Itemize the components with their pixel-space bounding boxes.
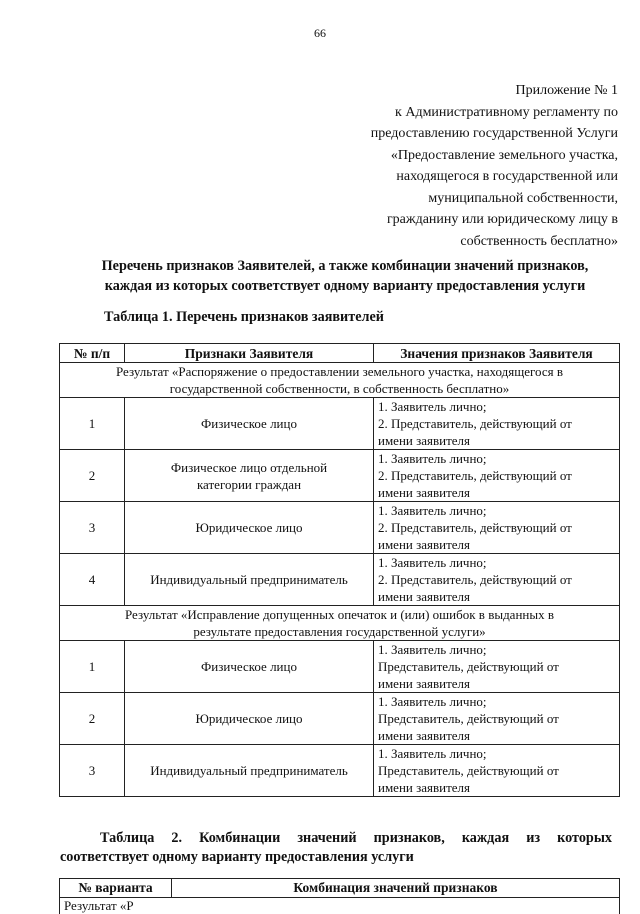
appendix-line: гражданину или юридическому лицу в	[318, 209, 618, 231]
value-line: имени заявителя	[378, 779, 616, 796]
column-header-signs: Признаки Заявителя	[125, 344, 374, 363]
table-row	[60, 745, 620, 797]
sign-values	[374, 398, 620, 450]
column-header-combination: Комбинация значений признаков	[172, 879, 620, 898]
applicant-sign	[125, 450, 374, 502]
result-line: результате предоставления государственной услуги»	[63, 623, 616, 640]
appendix-line: находящегося в государственной или	[318, 166, 618, 188]
result-line: государственной собственности, в собственность бесплатно»	[63, 380, 616, 397]
row-number: 3	[60, 502, 125, 554]
applicant-sign	[125, 693, 374, 745]
applicant-sign	[125, 502, 374, 554]
value-line: 1. Заявитель лично;	[378, 502, 616, 519]
row-number: 1	[60, 398, 125, 450]
value-line: 1. Заявитель лично;	[378, 745, 616, 762]
appendix-line: Приложение № 1	[318, 80, 618, 102]
table-row	[60, 641, 620, 693]
table2-title-second-line: соответствует одному варианту предоставления услуги	[60, 848, 612, 867]
column-header-number: № п/п	[60, 344, 125, 363]
sign-line: Физическое лицо отдельной	[128, 459, 370, 476]
value-line: 2. Представитель, действующий от	[378, 571, 616, 588]
sign-line: Юридическое лицо	[128, 710, 370, 727]
value-line: 1. Заявитель лично;	[378, 554, 616, 571]
table-row	[60, 693, 620, 745]
sign-values	[374, 693, 620, 745]
applicant-signs-table	[59, 343, 620, 797]
value-line: имени заявителя	[378, 484, 616, 501]
table-row	[60, 450, 620, 502]
title-line: каждая из которых соответствует одному варианту предоставления услуги	[60, 276, 630, 296]
result-group-row	[60, 363, 620, 398]
value-line: Представитель, действующий от	[378, 658, 616, 675]
appendix-line: собственность бесплатно»	[318, 231, 618, 253]
table-row	[60, 898, 620, 914]
title-word: значений	[297, 829, 356, 848]
title-line: Перечень признаков Заявителей, а также комбинации значений признаков,	[60, 256, 630, 276]
appendix-line: к Административному регламенту по	[318, 102, 618, 124]
table-header-row	[60, 344, 620, 363]
sign-line: категории граждан	[128, 476, 370, 493]
result-group-cell	[60, 363, 620, 398]
sign-line: Физическое лицо	[128, 415, 370, 432]
document-title	[60, 256, 630, 296]
title-word: признаков,	[374, 829, 445, 848]
value-line: Представитель, действующий от	[378, 762, 616, 779]
applicant-sign	[125, 554, 374, 606]
result-group-cell	[60, 606, 620, 641]
table2-title	[60, 829, 612, 867]
appendix-line: предоставлению государственной Услуги	[318, 123, 618, 145]
title-word: которых	[557, 829, 612, 848]
sign-line: Юридическое лицо	[128, 519, 370, 536]
column-header-values: Значения признаков Заявителя	[374, 344, 620, 363]
value-line: 2. Представитель, действующий от	[378, 519, 616, 536]
sign-line: Физическое лицо	[128, 658, 370, 675]
title-word: 2.	[171, 829, 182, 848]
applicant-sign	[125, 745, 374, 797]
result-group-row	[60, 606, 620, 641]
page-number: 66	[0, 26, 640, 41]
title-word: Комбинации	[199, 829, 280, 848]
result-line: Результат «Распоряжение о предоставлении земельного участка, находящегося в	[63, 363, 616, 380]
row-number: 1	[60, 641, 125, 693]
applicant-sign	[125, 641, 374, 693]
column-header-variant: № варианта	[60, 879, 172, 898]
title-word: из	[526, 829, 540, 848]
appendix-line: «Предоставление земельного участка,	[318, 145, 618, 167]
table-row	[60, 398, 620, 450]
sign-values	[374, 502, 620, 554]
value-line: имени заявителя	[378, 588, 616, 605]
combinations-table	[59, 878, 620, 914]
sign-values	[374, 450, 620, 502]
table-header-row	[60, 879, 620, 898]
value-line: имени заявителя	[378, 432, 616, 449]
row-number: 2	[60, 693, 125, 745]
table-cell-partial: Результат «Р	[60, 898, 620, 914]
sign-line: Индивидуальный предприниматель	[128, 571, 370, 588]
table1-title: Таблица 1. Перечень признаков заявителей	[104, 309, 384, 326]
result-line: Результат «Исправление допущенных опечаток и (или) ошибок в выданных в	[63, 606, 616, 623]
value-line: 1. Заявитель лично;	[378, 641, 616, 658]
appendix-header	[318, 80, 618, 252]
sign-values	[374, 554, 620, 606]
value-line: имени заявителя	[378, 536, 616, 553]
value-line: 1. Заявитель лично;	[378, 398, 616, 415]
title-word: каждая	[462, 829, 509, 848]
table-row	[60, 502, 620, 554]
value-line: 1. Заявитель лично;	[378, 450, 616, 467]
sign-line: Индивидуальный предприниматель	[128, 762, 370, 779]
row-number: 3	[60, 745, 125, 797]
row-number: 4	[60, 554, 125, 606]
appendix-line: муниципальной собственности,	[318, 188, 618, 210]
table-row	[60, 554, 620, 606]
value-line: Представитель, действующий от	[378, 710, 616, 727]
value-line: имени заявителя	[378, 727, 616, 744]
row-number: 2	[60, 450, 125, 502]
sign-values	[374, 745, 620, 797]
applicant-sign	[125, 398, 374, 450]
value-line: имени заявителя	[378, 675, 616, 692]
sign-values	[374, 641, 620, 693]
value-line: 2. Представитель, действующий от	[378, 415, 616, 432]
title-word: Таблица	[100, 829, 154, 848]
value-line: 2. Представитель, действующий от	[378, 467, 616, 484]
value-line: 1. Заявитель лично;	[378, 693, 616, 710]
